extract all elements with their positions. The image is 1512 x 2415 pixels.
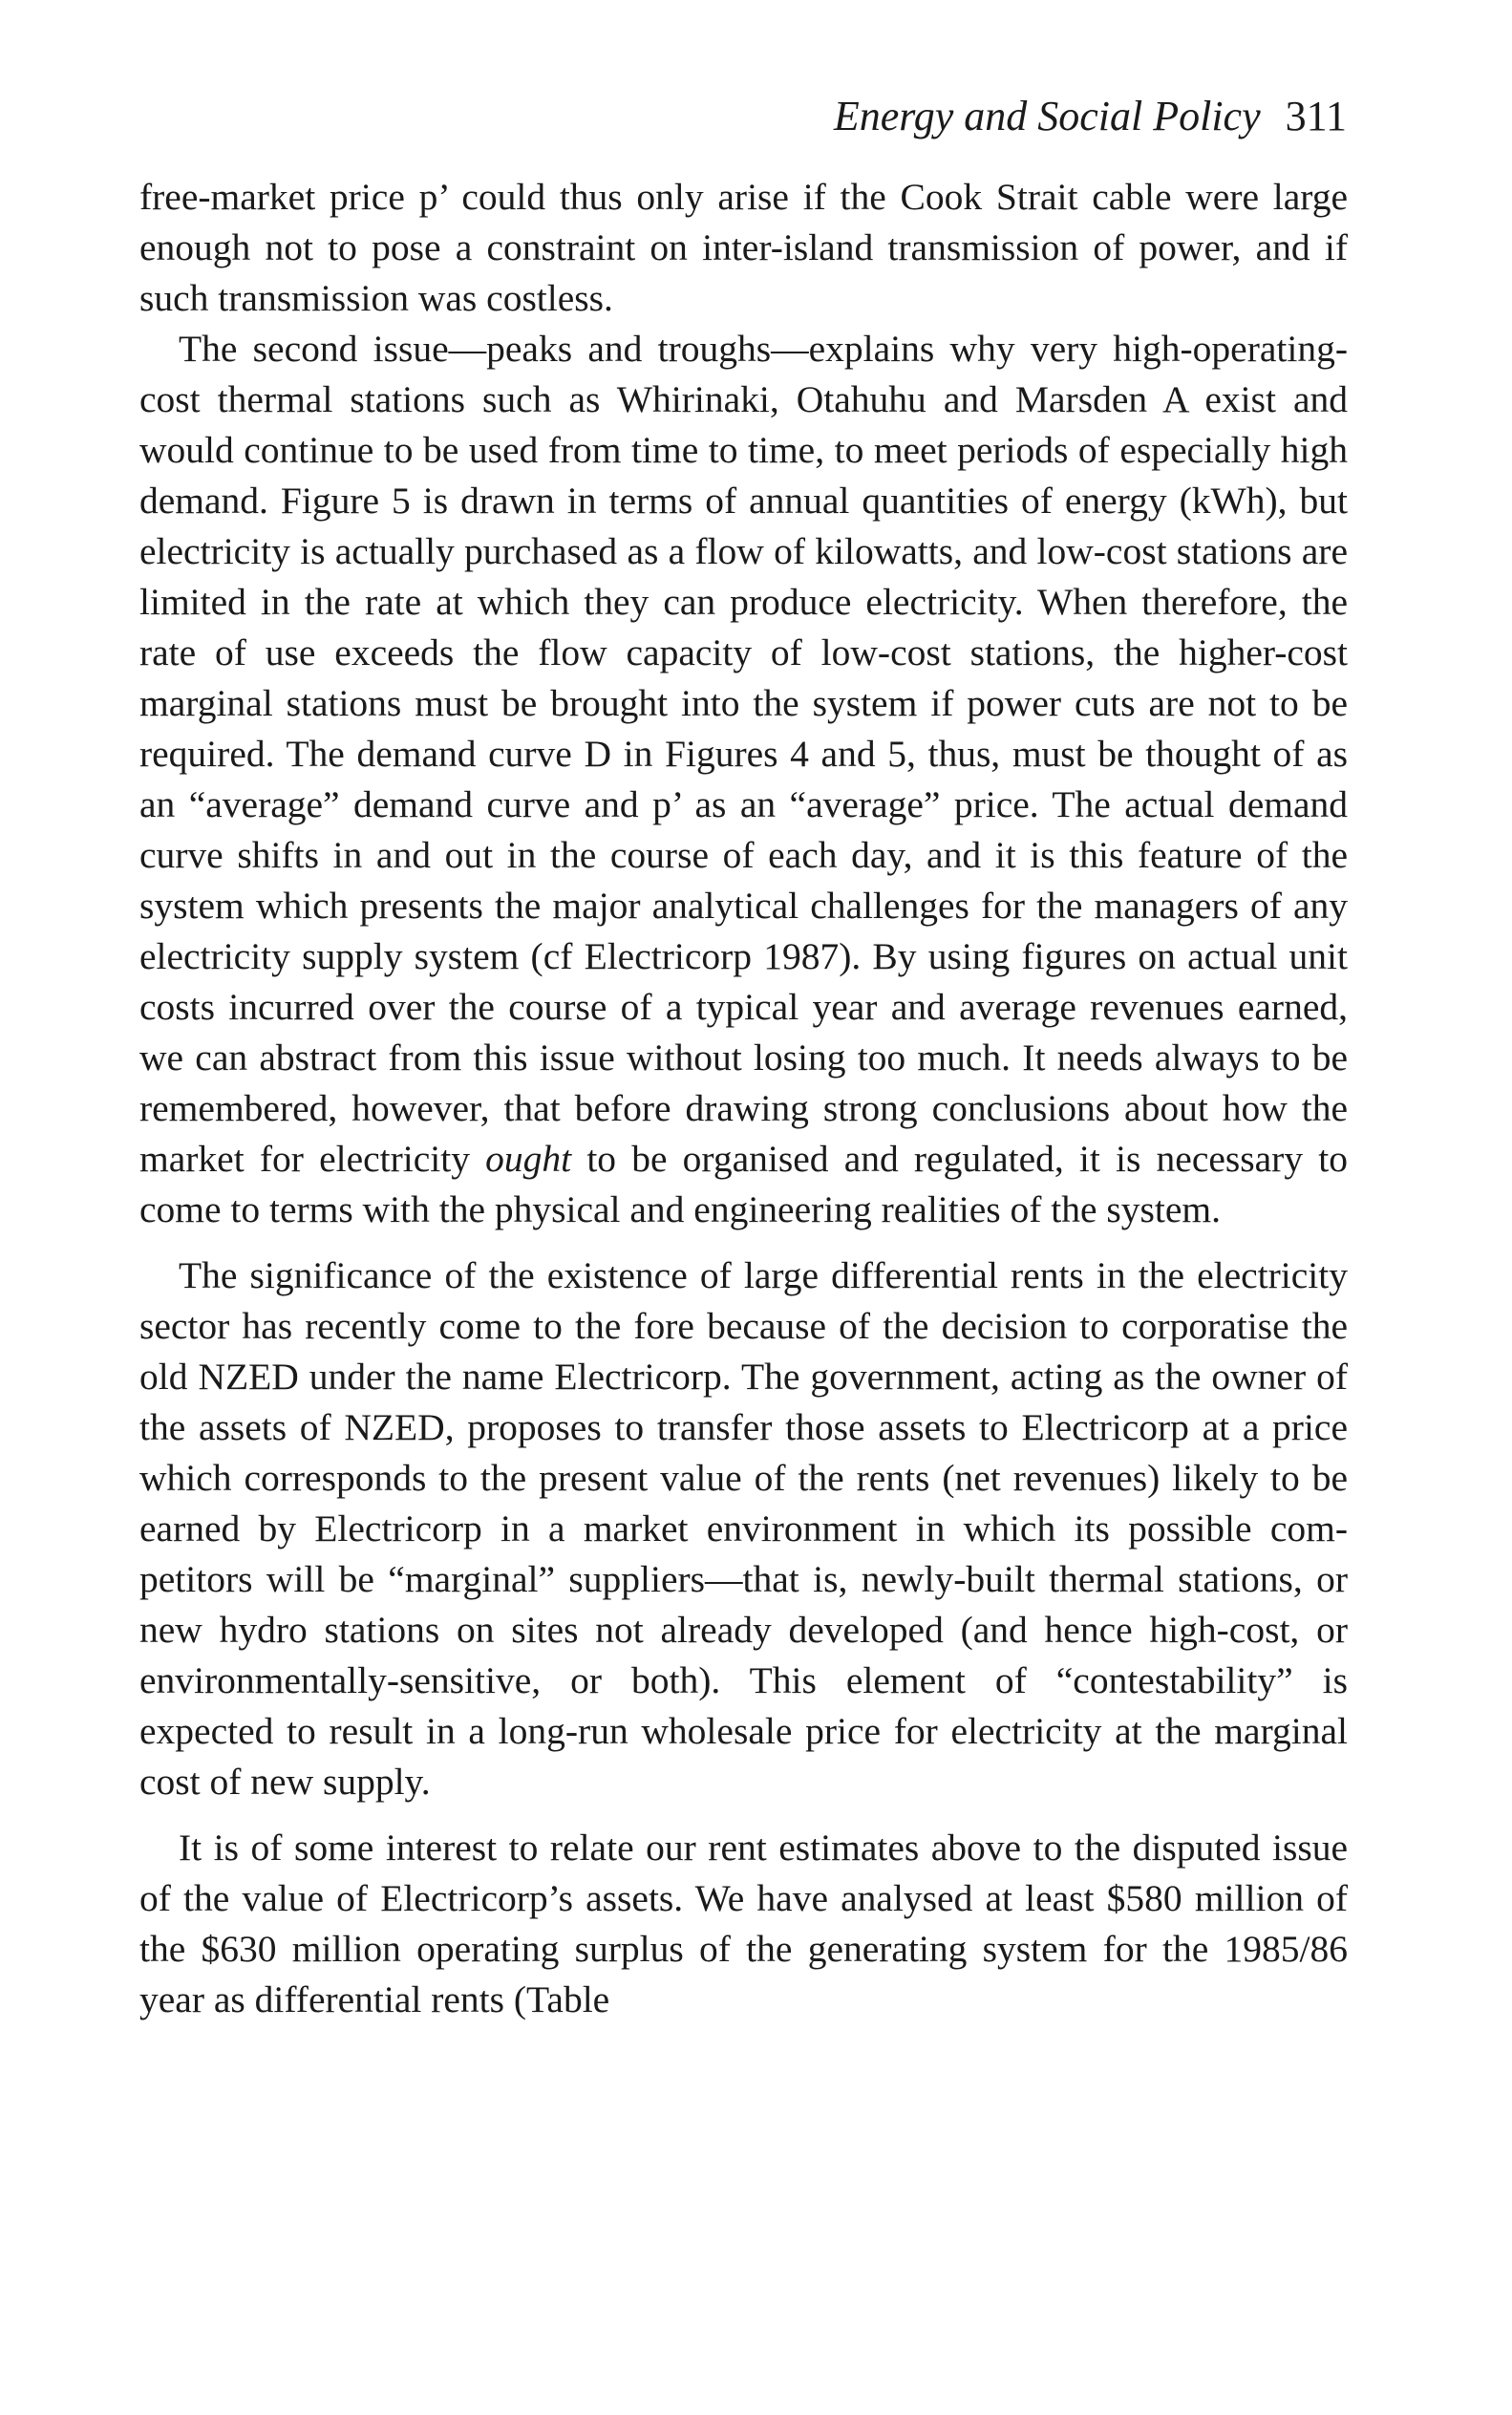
paragraph-2-emphasis: ought [485, 1138, 572, 1180]
paragraph-2-text-after: to be organised and regulated, it is necessary to come to terms with the physical and engineering realities of the system. [139, 1138, 1348, 1230]
paragraph-2 [139, 324, 1348, 1235]
page-number: 311 [1285, 93, 1347, 139]
paragraph-3: The significance of the existence of large differential rents in the electricity sector has recently come to the fore because of the decision to corporatise the old NZED under the name Electricorp. The government, acting as the owner of the assets of NZED, proposes to transfer those assets to Electricorp at a price which corresponds to the present value of the rents (net revenues) likely to be earned by Electricorp in a market environment in which its possible competitors will be “marginal” suppliers—that is, newly-built thermal stations, or new hydro stations on sites not already developed (and hence high-cost, or environmentally-sensitive, or both). This element of “contestability” is expected to result in a long-run wholesale price for electricity at the marginal cost of new supply. [139, 1254, 1348, 1803]
body-text [139, 172, 1348, 2025]
paragraph-4: It is of some interest to relate our rent estimates above to the disputed issue of the value of Electricorp’s assets. We have analysed at least $580 million of the $630 million operating surplus of the generating system for the 1985/86 year as differential rents (Table [139, 1827, 1348, 2020]
paragraph-2-text: The second issue—peaks and troughs—explains why very high-operating-cost thermal stations such as Whirinaki, Otahuhu and Marsden A exist and would continue to be used from time to time, to meet periods of especially high demand. Figure 5 is drawn in terms of annual quantities of energy (kWh), but electricity is actually purchased as a flow of kilowatts, and low-cost stations are limited in the rate at which they can produce electricity. When therefore, the rate of use exceeds the flow capacity of low-cost stations, the higher-cost marginal stations must be brought into the system if power cuts are not to be required. The demand curve D in Figures 4 and 5, thus, must be thought of as an “average” demand curve and p’ as an “average” price. The actual demand curve shifts in and out in the course of each day, and it is this feature of the system which presents the major analytical challenges for the managers of any electricity supply system (cf Electricorp 1987). By using figures on actual unit costs incurred over the course of a typical year and average revenues earned, we can abstract from this issue without losing too much. It needs always to be remembered, however, that before drawing strong conclusions about how the market for electricity [139, 328, 1348, 1180]
running-head-title: Energy and Social Policy [833, 93, 1261, 139]
paragraph-1-continuation: free-market price p’ could thus only arise if the Cook Strait cable were large enough not to pose a constraint on inter-island transmission of power, and if such transmission was costless. [139, 176, 1348, 319]
running-head [834, 92, 1347, 141]
